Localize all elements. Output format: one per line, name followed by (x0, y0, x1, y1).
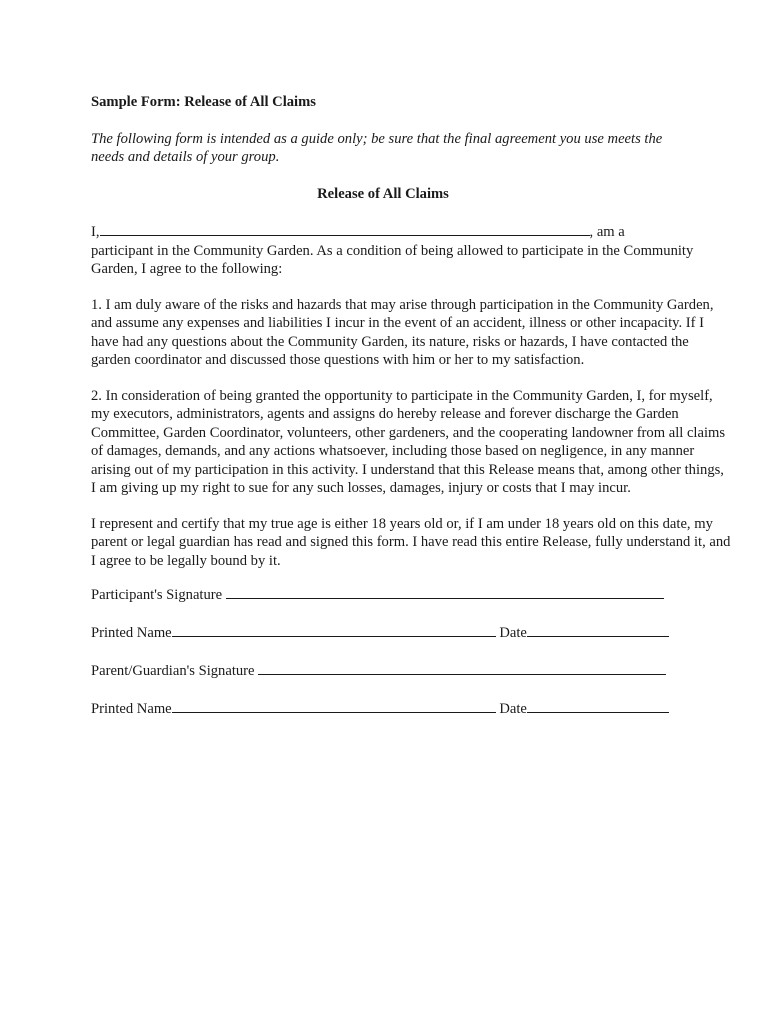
opening-suffix: , am a (589, 224, 625, 240)
paragraph-age-certification: I represent and certify that my true age is either 18 years old or, if I am under 18 years old on this date, my parent or legal guardian has read and signed this form. I have read this entire Release, fully understand it, and I agree to be legally bound by it. (91, 515, 731, 569)
guardian-signature-blank[interactable] (258, 661, 666, 675)
guardian-date-blank[interactable] (527, 699, 669, 713)
guardian-signature-label: Parent/Guardian's Signature (91, 663, 255, 679)
intro-note: The following form is intended as a guide only; be sure that the final agreement you use meets the needs and details of your group. (91, 130, 663, 165)
date-label: Date (499, 701, 527, 717)
release-form-page (91, 93, 731, 737)
participant-signature-label: Participant's Signature (91, 587, 223, 603)
opening-continuation: participant in the Community Garden. As a condition of being allowed to participate in the Community Garden, I agree to the following: (91, 242, 694, 277)
guardian-printed-name-blank[interactable] (172, 699, 496, 713)
participant-printed-name-row (91, 623, 731, 643)
opening-prefix: I, (91, 224, 100, 240)
participant-date-blank[interactable] (527, 623, 669, 637)
date-label: Date (499, 625, 527, 641)
paragraph-release: 2. In consideration of being granted the opportunity to participate in the Community Garden, I, for myself, my executors, administrators, agents and assigns do hereby release and forever discharge the Garden Committee, Garden Coordinator, volunteers, other gardeners, and the cooperating landowner from all claims of damages, demands, and any actions whatsoever, including those based on negligence, in any manner arising out of my participation in this activity. I understand that this Release means that, among other things, I am giving up my right to sue for any such losses, damages, injury or costs that I may incur. (91, 387, 726, 496)
document-heading: Sample Form: Release of All Claims (91, 94, 316, 110)
participant-printed-name-blank[interactable] (172, 623, 496, 637)
guardian-printed-name-row (91, 699, 731, 719)
printed-name-label: Printed Name (91, 625, 172, 641)
form-title: Release of All Claims (317, 185, 449, 202)
participant-name-blank[interactable] (100, 222, 590, 236)
printed-name-label: Printed Name (91, 701, 172, 717)
guardian-signature-row (91, 661, 731, 681)
opening-statement (91, 222, 731, 279)
participant-signature-blank[interactable] (226, 585, 664, 599)
participant-signature-row (91, 585, 731, 605)
paragraph-risks: 1. I am duly aware of the risks and hazards that may arise through participation in the Community Garden, and assume any expenses and liabilities I incur in the event of an accident, illness or other incapacity. If I have had any questions about the Community Garden, its nature, risks or hazards, I have contacted the garden coordinator and discussed those questions with him or her to my satisfaction. (91, 296, 714, 368)
